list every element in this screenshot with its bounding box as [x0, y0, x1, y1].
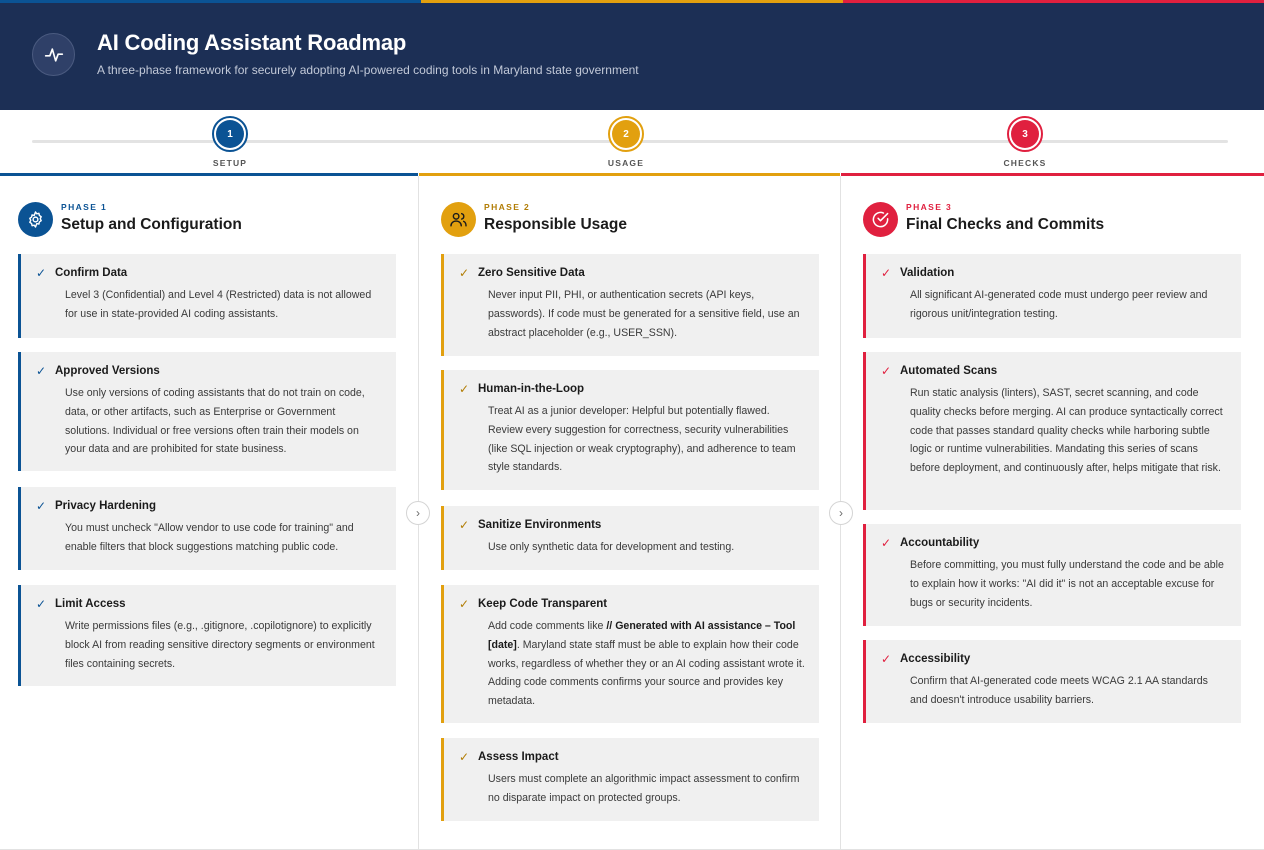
- strip-phase-2: [421, 0, 842, 3]
- checkmark-icon: ✓: [36, 499, 47, 513]
- phase-3-column: [841, 176, 1264, 850]
- checkmark-icon: ✓: [459, 597, 470, 611]
- phase-1-column: [0, 176, 419, 850]
- checkmark-icon: ✓: [36, 266, 47, 280]
- phase-tag: PHASE 2: [484, 202, 531, 212]
- checkmark-icon: ✓: [881, 536, 892, 550]
- users-icon: [441, 202, 476, 237]
- phase-title: Setup and Configuration: [61, 216, 242, 233]
- gear-icon: [18, 202, 53, 237]
- phase-stepper: [0, 110, 1264, 176]
- checkmark-icon: ✓: [459, 518, 470, 532]
- card-assess-impact: ✓ Assess Impact Users must complete an algorithmic impact assessment to confirm no disparate impact on protected groups.: [441, 738, 819, 821]
- checkmark-icon: ✓: [459, 266, 470, 280]
- phase-color-strip: [0, 0, 1264, 3]
- chevron-right-icon[interactable]: ›: [829, 501, 853, 525]
- strip-phase-1: [0, 0, 421, 3]
- card-sanitize-environments: ✓ Sanitize Environments Use only synthetic data for development and testing.: [441, 506, 819, 570]
- step-label: USAGE: [607, 158, 645, 168]
- card-accessibility: ✓ Accessibility Confirm that AI-generated code meets WCAG 2.1 AA standards and doesn't introduce usability barriers.: [863, 640, 1241, 723]
- check-circle-icon: [863, 202, 898, 237]
- card-approved-versions: ✓ Approved Versions Use only versions of coding assistants that do not train on code, data, or other artifacts, such as Enterprise or Government solutions. Individual or free versions often train their models on your data and are prohibited for state business.: [18, 352, 396, 471]
- step-label: SETUP: [212, 158, 248, 168]
- checkmark-icon: ✓: [36, 364, 47, 378]
- phase-title: Responsible Usage: [484, 216, 627, 233]
- phase-title: Final Checks and Commits: [906, 216, 1105, 233]
- page-subtitle: A three-phase framework for securely adopting AI-powered coding tools in Maryland state government: [97, 63, 639, 77]
- activity-pulse-icon: [32, 33, 75, 76]
- checkmark-icon: ✓: [881, 652, 892, 666]
- card-limit-access: ✓ Limit Access Write permissions files (e.g., .gitignore, .copilotignore) to explicitly block AI from reading sensitive directory segments or environment files containing secrets.: [18, 585, 396, 686]
- card-confirm-data: ✓ Confirm Data Level 3 (Confidential) and Level 4 (Restricted) data is not allowed for use in state-provided AI coding assistants.: [18, 254, 396, 338]
- checkmark-icon: ✓: [36, 597, 47, 611]
- step-label: CHECKS: [1003, 158, 1047, 168]
- step-setup[interactable]: [170, 116, 290, 168]
- phase-2-column: [418, 176, 841, 850]
- chevron-right-icon[interactable]: ›: [406, 501, 430, 525]
- card-privacy-hardening: ✓ Privacy Hardening You must uncheck "Allow vendor to use code for training" and enable filters that block suggestions matching public code.: [18, 487, 396, 570]
- step-checks[interactable]: [965, 116, 1085, 168]
- step-usage[interactable]: [566, 116, 686, 168]
- card-zero-sensitive-data: ✓ Zero Sensitive Data Never input PII, PHI, or authentication secrets (API keys, passwords). If code must be generated for a sensitive field, use an abstract placeholder (e.g., USER_SSN).: [441, 254, 819, 356]
- card-automated-scans: ✓ Automated Scans Run static analysis (linters), SAST, secret scanning, and code quality checks before merging. AI can produce syntactically correct code that passes standard quality checks while harboring subtle logic or runtime vulnerabilities. Mandating this series of scans before deployment, and continuously after, helps mitigate that risk.: [863, 352, 1241, 510]
- card-accountability: ✓ Accountability Before committing, you must fully understand the code and be able to explain how it works: "AI did it" is not an acceptable excuse for bugs or security incidents.: [863, 524, 1241, 626]
- phase-tag: PHASE 3: [906, 202, 953, 212]
- step-circle: 1: [212, 116, 248, 152]
- card-human-in-the-loop: ✓ Human-in-the-Loop Treat AI as a junior developer: Helpful but potentially flawed. Review every suggestion for correctness, security vulnerabilities (like SQL injection or weak cryptography), and adherence to team style standards.: [441, 370, 819, 490]
- page-header: [0, 0, 1264, 110]
- phase-tag: PHASE 1: [61, 202, 108, 212]
- page-title: AI Coding Assistant Roadmap: [97, 30, 407, 55]
- card-validation: ✓ Validation All significant AI-generated code must undergo peer review and rigorous unit/integration testing.: [863, 254, 1241, 338]
- checkmark-icon: ✓: [459, 382, 470, 396]
- strip-phase-3: [843, 0, 1264, 3]
- checkmark-icon: ✓: [881, 364, 892, 378]
- checkmark-icon: ✓: [881, 266, 892, 280]
- card-keep-code-transparent: ✓ Keep Code Transparent Add code comments like // Generated with AI assistance – Tool [date]. Maryland state staff must be able to explain how their code works, regardless of whether they or an AI coding assistant wrote it. Adding code comments confirms your source and provides key metadata.: [441, 585, 819, 723]
- checkmark-icon: ✓: [459, 750, 470, 764]
- step-circle: 3: [1007, 116, 1043, 152]
- step-circle: 2: [608, 116, 644, 152]
